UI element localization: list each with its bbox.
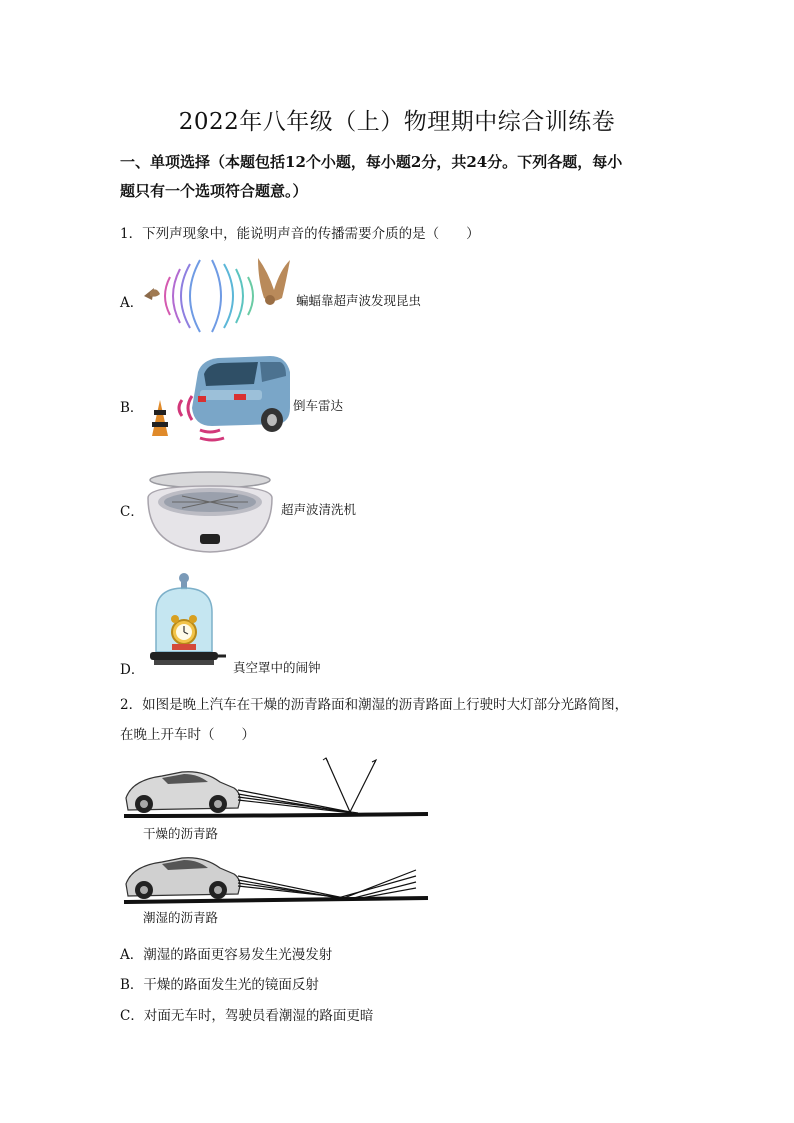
- q1-option-c-letter: C．: [120, 504, 144, 520]
- section-heading-line2: 题只有一个选项符合题意。）: [120, 182, 308, 200]
- q1-option-b-text: 倒车雷达: [293, 398, 344, 413]
- q2-option-c-text: 对面无车时，驾驶员看潮湿的路面更暗: [143, 1008, 374, 1024]
- q1-option-d-text: 真空罩中的闹钟: [233, 660, 321, 675]
- q2-option-a: [120, 943, 332, 963]
- q1-option-a-text: 蝙蝠靠超声波发现昆虫: [296, 293, 422, 308]
- q1-option-c-text: 超声波清洗机: [281, 502, 357, 517]
- q2-option-a-letter: A．: [120, 947, 144, 963]
- q2-option-a-text: 潮湿的路面更容易发生光漫发射: [143, 947, 333, 963]
- q2-option-c-letter: C．: [120, 1008, 144, 1024]
- page-title: 2022年八年级（上）物理期中综合训练卷: [178, 109, 616, 135]
- wet-road-diagram: [124, 858, 428, 902]
- dry-road-label: 干燥的沥青路: [143, 826, 219, 841]
- q1-option-b-letter: B．: [120, 400, 144, 416]
- car-reversing-radar-icon: [140, 350, 292, 440]
- q1-option-a-letter: A．: [120, 295, 144, 311]
- q2-option-c: [120, 1004, 373, 1024]
- q2-option-b-letter: B．: [120, 977, 144, 993]
- section-heading-line1: 一、单项选择（本题包括12个小题，每小题2分，共24分。下列各题，每小: [120, 153, 623, 171]
- section-heading: [120, 148, 680, 206]
- q1-option-d-letter: D．: [120, 662, 145, 678]
- ultrasonic-cleaner-icon: [142, 468, 280, 556]
- question-2-stem-line2: 在晚上开车时（ ）: [120, 727, 255, 743]
- wet-road-label: 潮湿的沥青路: [143, 910, 219, 925]
- dry-road-diagram: [124, 758, 428, 816]
- bat-ultrasound-icon: [140, 252, 295, 340]
- question-2-stem-line1: 2．如图是晚上汽车在干燥的沥青路面和潮湿的沥青路面上行驶时大灯部分光路简图，: [120, 697, 629, 713]
- alarm-clock-bell-jar-icon: [148, 572, 228, 670]
- question-1-stem: 1．下列声现象中，能说明声音的传播需要介质的是（ ）: [120, 226, 480, 242]
- q2-option-b-text: 干燥的路面发生光的镜面反射: [143, 977, 319, 993]
- q2-option-b: [120, 973, 319, 993]
